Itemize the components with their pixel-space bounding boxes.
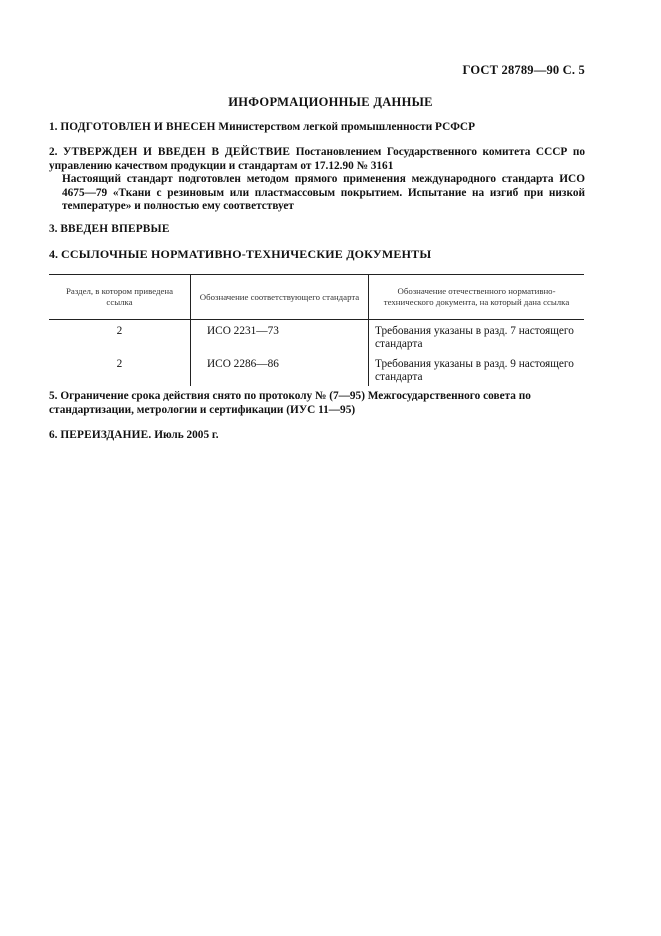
reference-documents-table (49, 274, 584, 386)
info-item-2 (49, 146, 585, 214)
item-number: 2. (49, 146, 58, 158)
item-number: 5. (49, 390, 58, 402)
cell-standard: ИСО 2286—86 (191, 353, 369, 386)
info-item-6 (49, 429, 585, 443)
cell-section: 2 (116, 325, 123, 337)
item-number: 4. (49, 247, 58, 261)
header-domestic-document: Обозначение отечественного нормативно-технического документа, на который дана ссылка (369, 275, 585, 320)
item-number: 3. (49, 223, 58, 235)
item-text: Постановлением Государственного комитета СССР по управлению качеством продукции и стандартам от 17.12.90 № 3161 (49, 146, 585, 172)
item-text: Ограничение срока действия снято по протоколу № (7—95) Межгосударственного совета по стандартизации, метрологии и сертификации (ИУС 11—95) (49, 390, 531, 416)
item-lead: ПОДГОТОВЛЕН И ВНЕСЕН (60, 121, 216, 133)
item-lead: ПЕРЕИЗДАНИЕ. (60, 429, 152, 441)
item-text: Министерством легкой промышленности РСФСР (218, 121, 475, 133)
info-item-3 (49, 223, 585, 237)
item-text: Июль 2005 г. (154, 429, 219, 441)
item-number: 1. (49, 121, 58, 133)
header-standard: Обозначение соответствующего стандарта (191, 275, 369, 320)
item-main-line (49, 146, 585, 173)
item-number: 6. (49, 429, 58, 441)
cell-note: Требования указаны в разд. 9 настоящего стандарта (369, 353, 585, 386)
item-note: Настоящий стандарт подготовлен методом прямого применения международного стандарта ИСО 4675—79 «Ткани с резиновым или пластмассовым покрытием. Испытание на изгиб при низкой температуре» и полностью ему соответствует (62, 173, 585, 212)
table-header-row (49, 275, 584, 320)
info-item-1 (49, 121, 585, 135)
table-row (49, 320, 584, 354)
info-item-4 (49, 248, 585, 262)
table-row (49, 353, 584, 386)
item-lead: ВВЕДЕН ВПЕРВЫЕ (60, 223, 170, 235)
item-lead: УТВЕРЖДЕН И ВВЕДЕН В ДЕЙСТВИЕ (63, 146, 291, 158)
header-section: Раздел, в котором приведена ссылка (49, 275, 191, 320)
cell-standard: ИСО 2231—73 (191, 320, 369, 354)
item-lead: ССЫЛОЧНЫЕ НОРМАТИВНО-ТЕХНИЧЕСКИЕ ДОКУМЕНТЫ (61, 247, 432, 261)
cell-section: 2 (116, 358, 123, 370)
document-title: ИНФОРМАЦИОННЫЕ ДАННЫЕ (228, 95, 433, 109)
page-header: ГОСТ 28789—90 С. 5 (462, 63, 585, 77)
info-item-5 (49, 390, 585, 417)
cell-note: Требования указаны в разд. 7 настоящего стандарта (369, 320, 585, 354)
